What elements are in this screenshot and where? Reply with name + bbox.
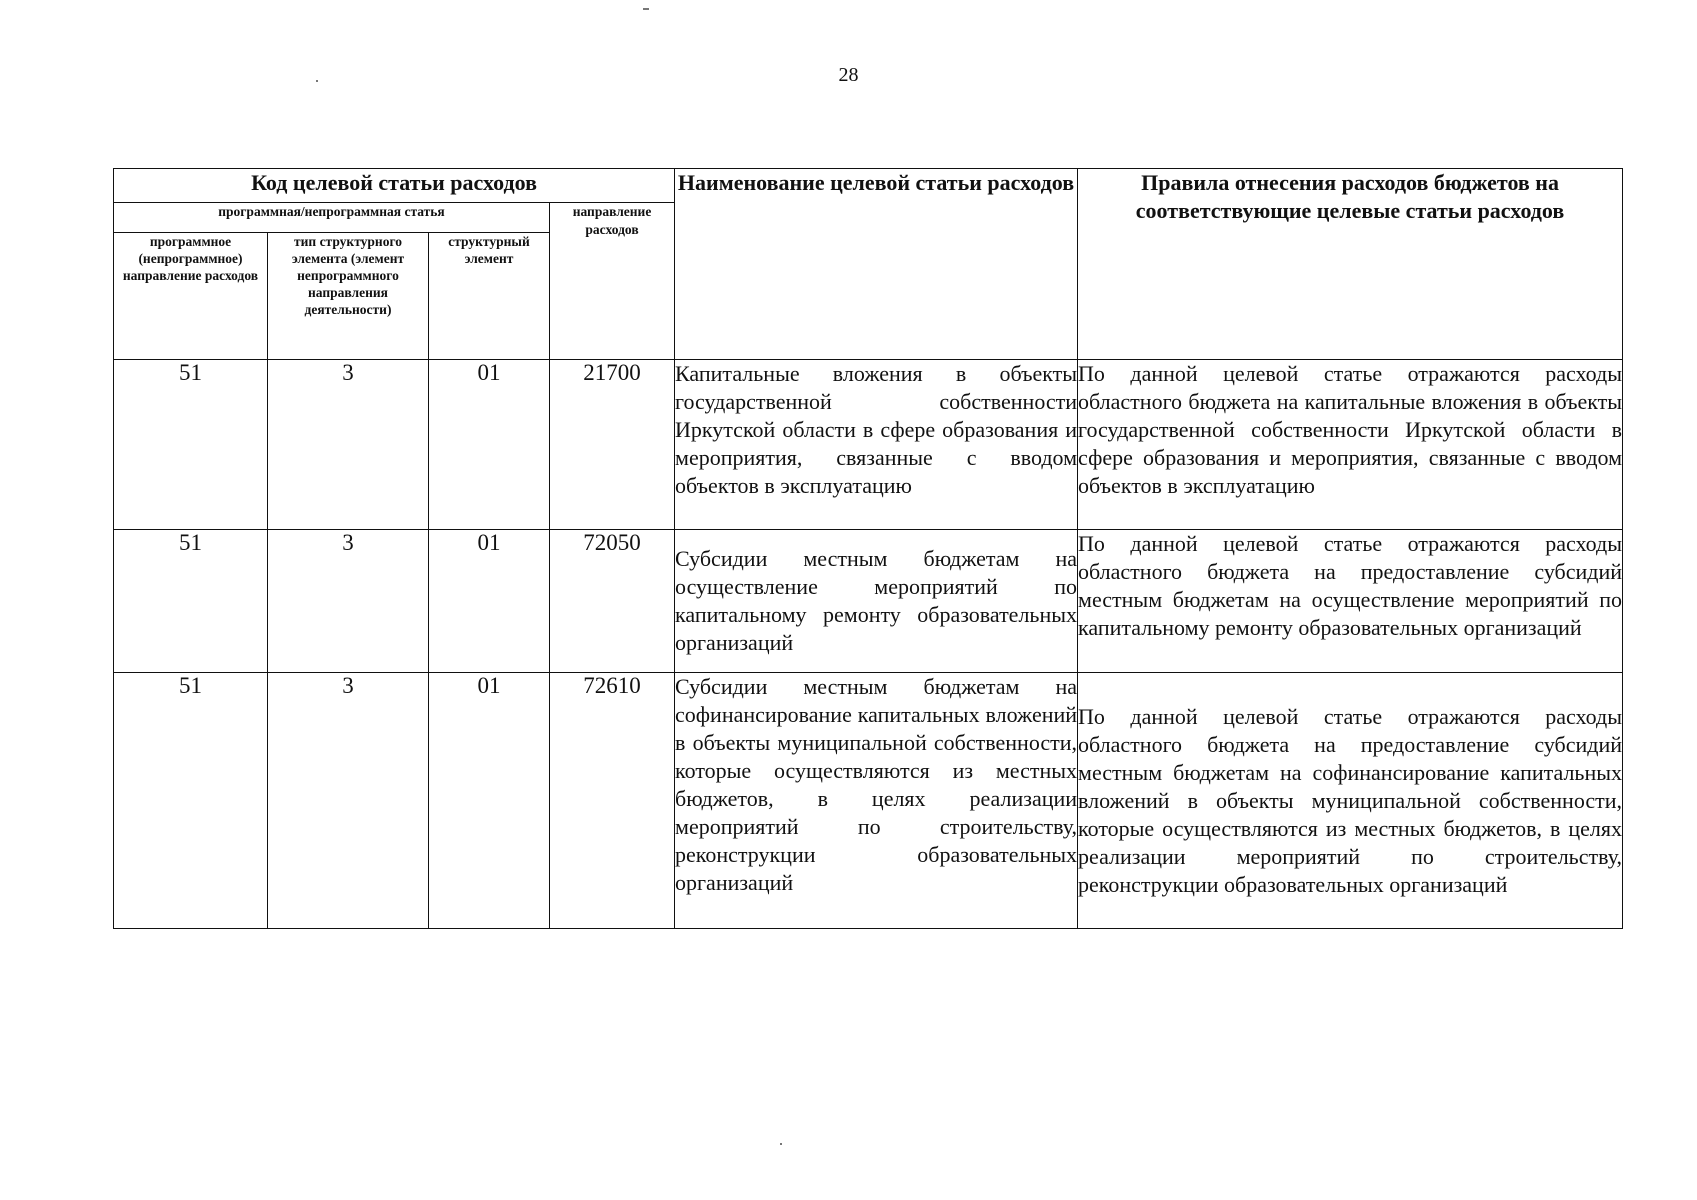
header-expense-direction: направление расходов: [550, 203, 675, 360]
article-name-cell: Субсидии местным бюджетам на софинансирование капитальных вложений в объекты муниципальной собственности, которые осуществляются из местных бюджетов, в целях реализации мероприятий по строительству, реконструкции образовательных организаций: [675, 673, 1078, 929]
structural-element-cell: 01: [429, 360, 550, 530]
table-row: [114, 530, 1623, 673]
budget-classification-table: [113, 168, 1623, 929]
program-direction-cell: 51: [114, 673, 268, 929]
expense-direction-cell: 72610: [550, 673, 675, 929]
structural-element-cell: 01: [429, 673, 550, 929]
header-program-direction: программное (непрограммное) направление расходов: [114, 233, 268, 360]
scan-mark: [643, 8, 649, 10]
header-rules: Правила отнесения расходов бюджетов на соответствующие целевые статьи расходов: [1078, 169, 1623, 360]
table-row: [114, 673, 1623, 929]
program-direction-cell: 51: [114, 360, 268, 530]
header-program-article: программная/непрограммная статья: [114, 203, 550, 233]
article-rule-cell: По данной целевой статье отражаются расходы областного бюджета на предоставление субсидий местным бюджетам на осуществление мероприятий по капитальному ремонту образовательных организаций: [1078, 530, 1623, 673]
page-number: 28: [838, 64, 859, 86]
article-rule-cell: По данной целевой статье отражаются расходы областного бюджета на капитальные вложения в объекты государственной собственности Иркутской области в сфере образования и мероприятия, связанные с вводом объектов в эксплуатацию: [1078, 360, 1623, 530]
structural-type-cell: 3: [268, 673, 429, 929]
article-name-cell: Субсидии местным бюджетам на осуществление мероприятий по капитальному ремонту образовательных организаций: [675, 530, 1078, 673]
header-name: Наименование целевой статьи расходов: [675, 169, 1078, 360]
structural-type-cell: 3: [268, 530, 429, 673]
header-structural-element: структурный элемент: [429, 233, 550, 360]
structural-element-cell: 01: [429, 530, 550, 673]
table-row: [114, 360, 1623, 530]
expense-direction-cell: 21700: [550, 360, 675, 530]
program-direction-cell: 51: [114, 530, 268, 673]
header-structural-type: тип структурного элемента (элемент непрограммного направления деятельности): [268, 233, 429, 360]
article-name-cell: Капитальные вложения в объекты государственной собственности Иркутской области в сфере образования и мероприятия, связанные с вводом объектов в эксплуатацию: [675, 360, 1078, 530]
scan-mark: [780, 1143, 782, 1145]
header-code-group: Код целевой статьи расходов: [114, 169, 675, 203]
structural-type-cell: 3: [268, 360, 429, 530]
expense-direction-cell: 72050: [550, 530, 675, 673]
article-rule-cell: По данной целевой статье отражаются расходы областного бюджета на предоставление субсидий местным бюджетам на софинансирование капитальных вложений в объекты муниципальной собственности, которые осуществляются из местных бюджетов, в целях реализации мероприятий по строительству, реконструкции образовательных организаций: [1078, 673, 1623, 929]
